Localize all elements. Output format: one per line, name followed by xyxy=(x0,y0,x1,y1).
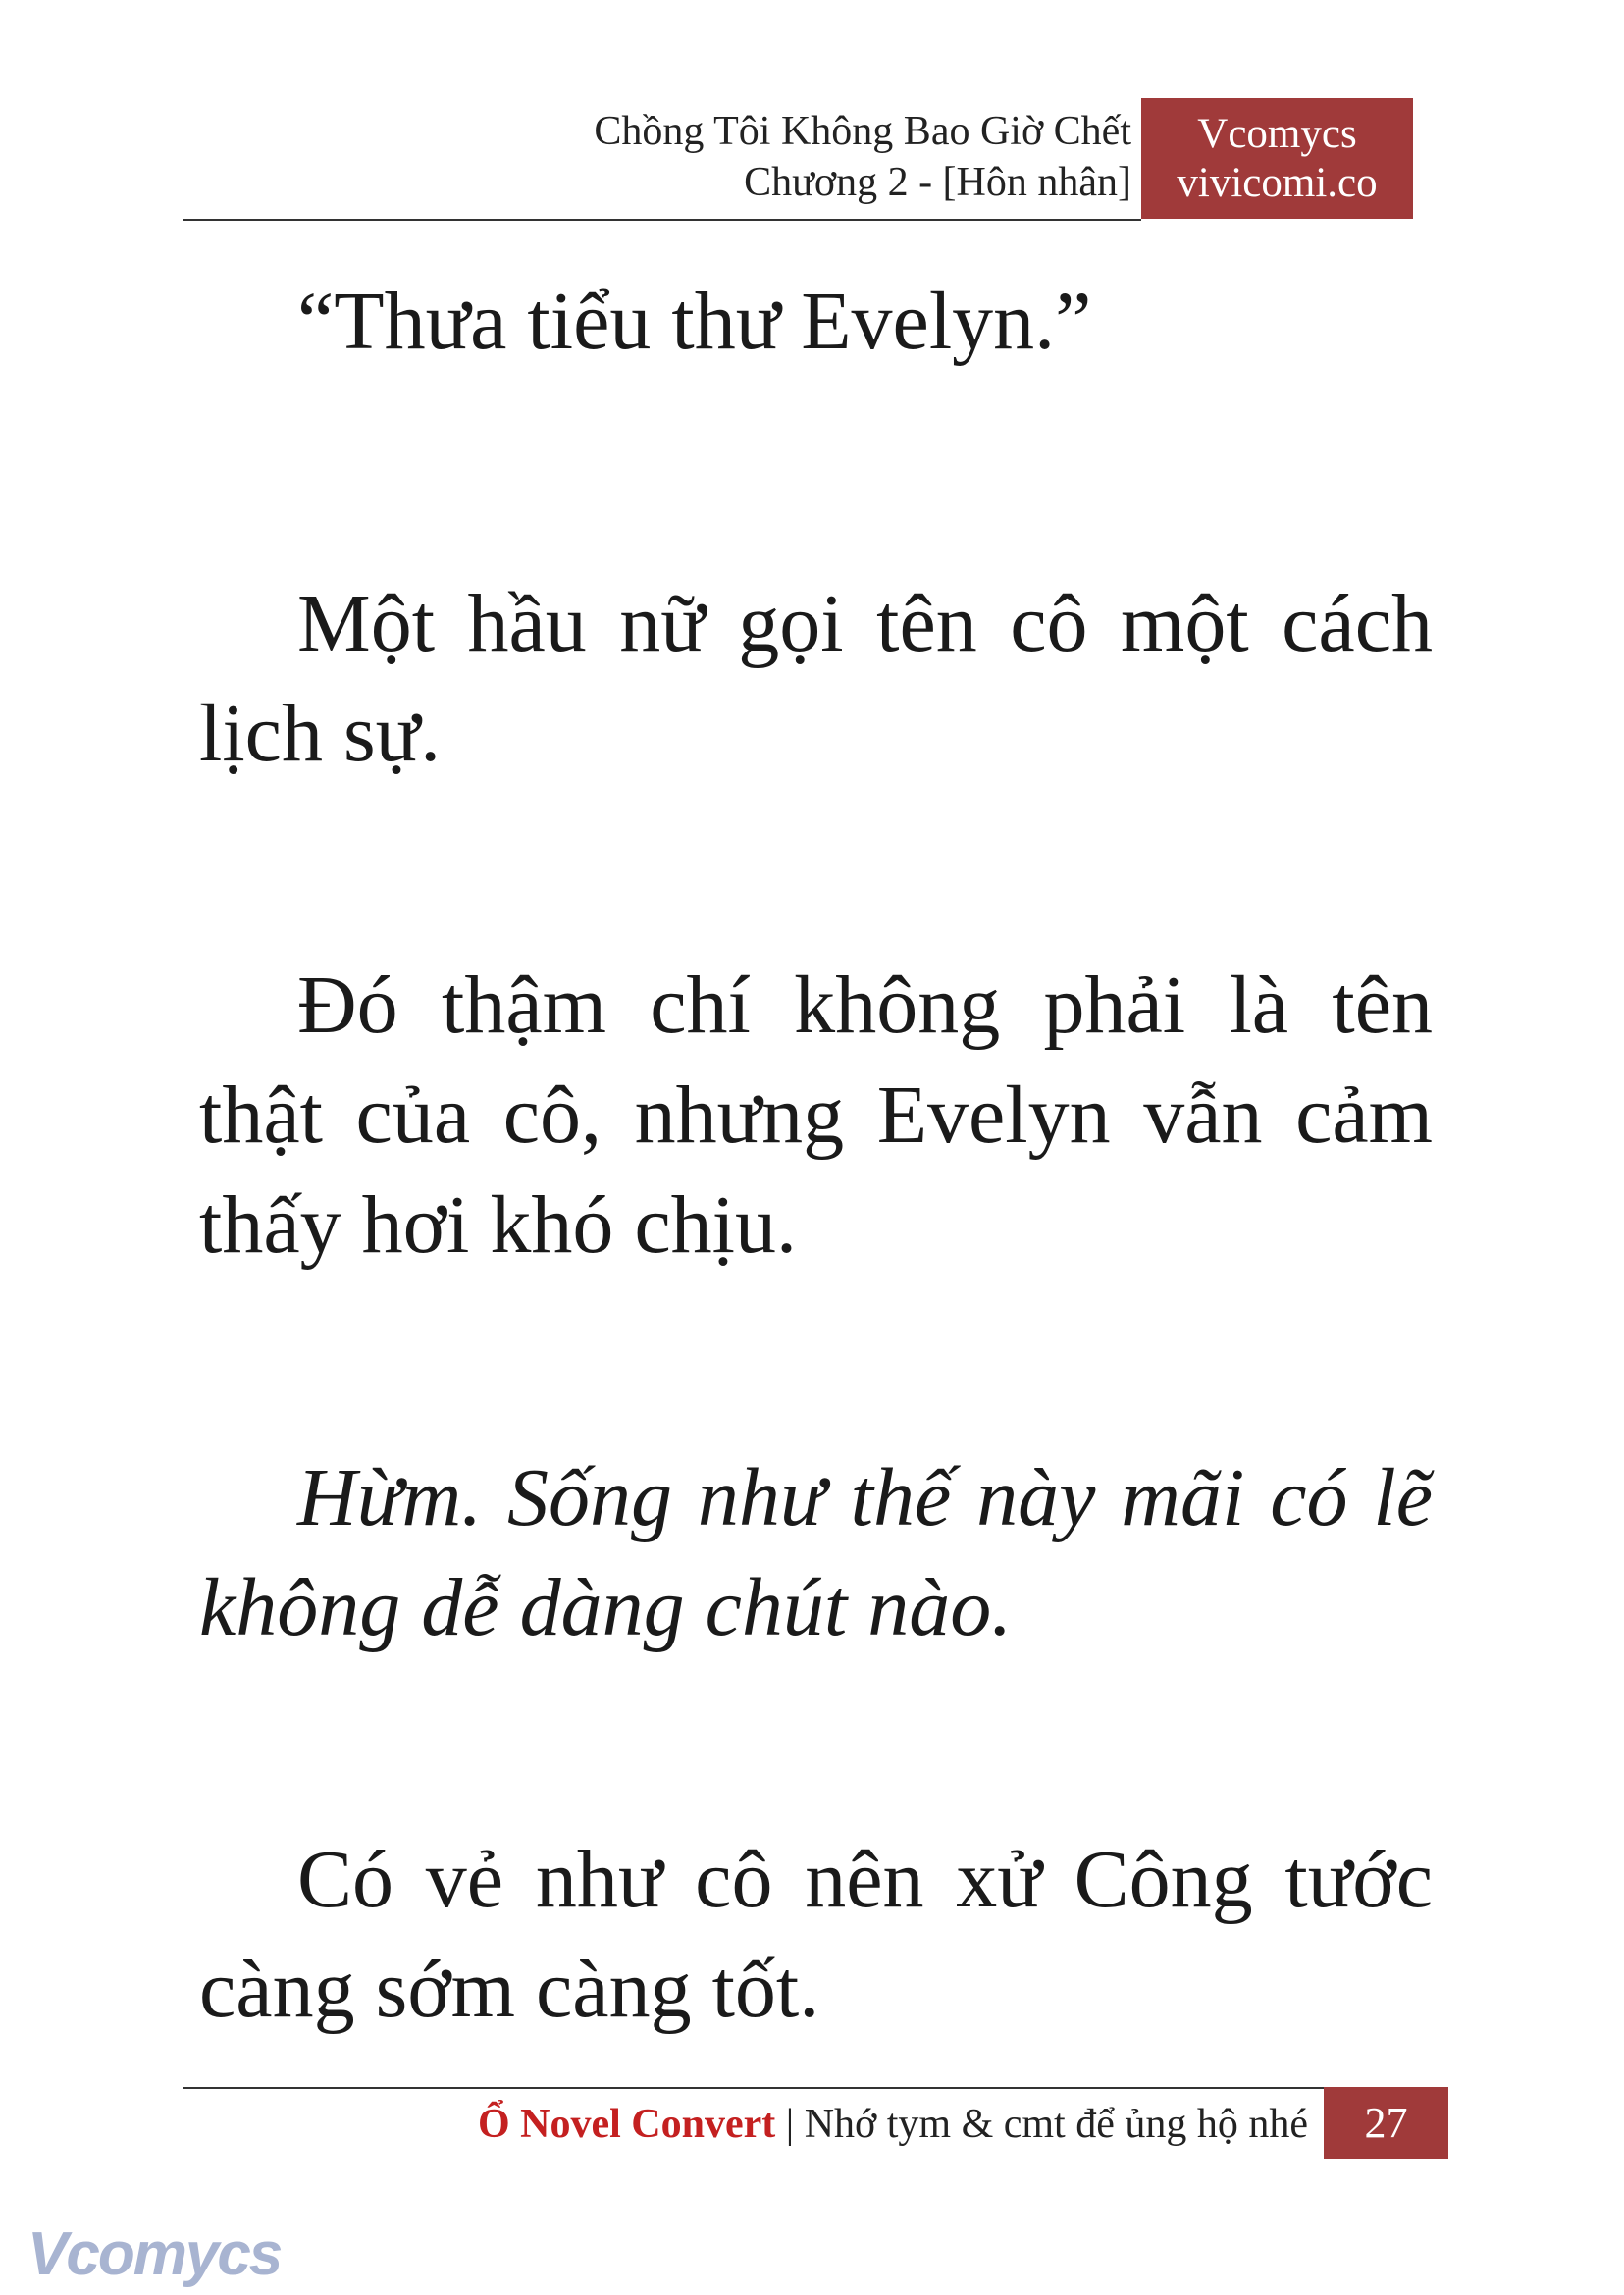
footer xyxy=(478,2099,1308,2150)
paragraph: Hừm. Sống như thế này mãi có lẽ không dễ dàng chút nào. xyxy=(199,1452,1433,1653)
chapter-title: Chương 2 - [Hôn nhân] xyxy=(744,160,1131,205)
paragraph: “Thưa tiểu thư Evelyn.” xyxy=(297,276,1092,367)
page-body xyxy=(199,267,1433,2045)
paragraph: Đó thậm chí không phải là tên thật của cô, nhưng Evelyn vẫn cảm thấy hơi khó chịu. xyxy=(199,960,1433,1271)
paragraph: Một hầu nữ gọi tên cô một cách lịch sự. xyxy=(199,578,1433,779)
badge-site: vivicomi.co xyxy=(1177,160,1378,206)
footer-divider xyxy=(183,2087,1448,2089)
paragraph: Có vẻ như cô nên xử Công tước càng sớm càng tốt. xyxy=(199,1834,1433,2035)
footer-brand: Ổ Novel Convert xyxy=(477,2102,776,2147)
running-header xyxy=(594,106,1131,208)
source-badge xyxy=(1141,98,1413,219)
book-title: Chồng Tôi Không Bao Giờ Chết xyxy=(594,109,1131,154)
footer-separator: | xyxy=(785,2102,795,2147)
footer-message: Nhớ tym & cmt để ủng hộ nhé xyxy=(804,2102,1308,2147)
badge-brand: Vcomycs xyxy=(1197,111,1357,157)
watermark-logo: Vcomycs xyxy=(27,2220,282,2288)
header-divider xyxy=(183,219,1141,221)
page-number: 27 xyxy=(1324,2087,1448,2159)
